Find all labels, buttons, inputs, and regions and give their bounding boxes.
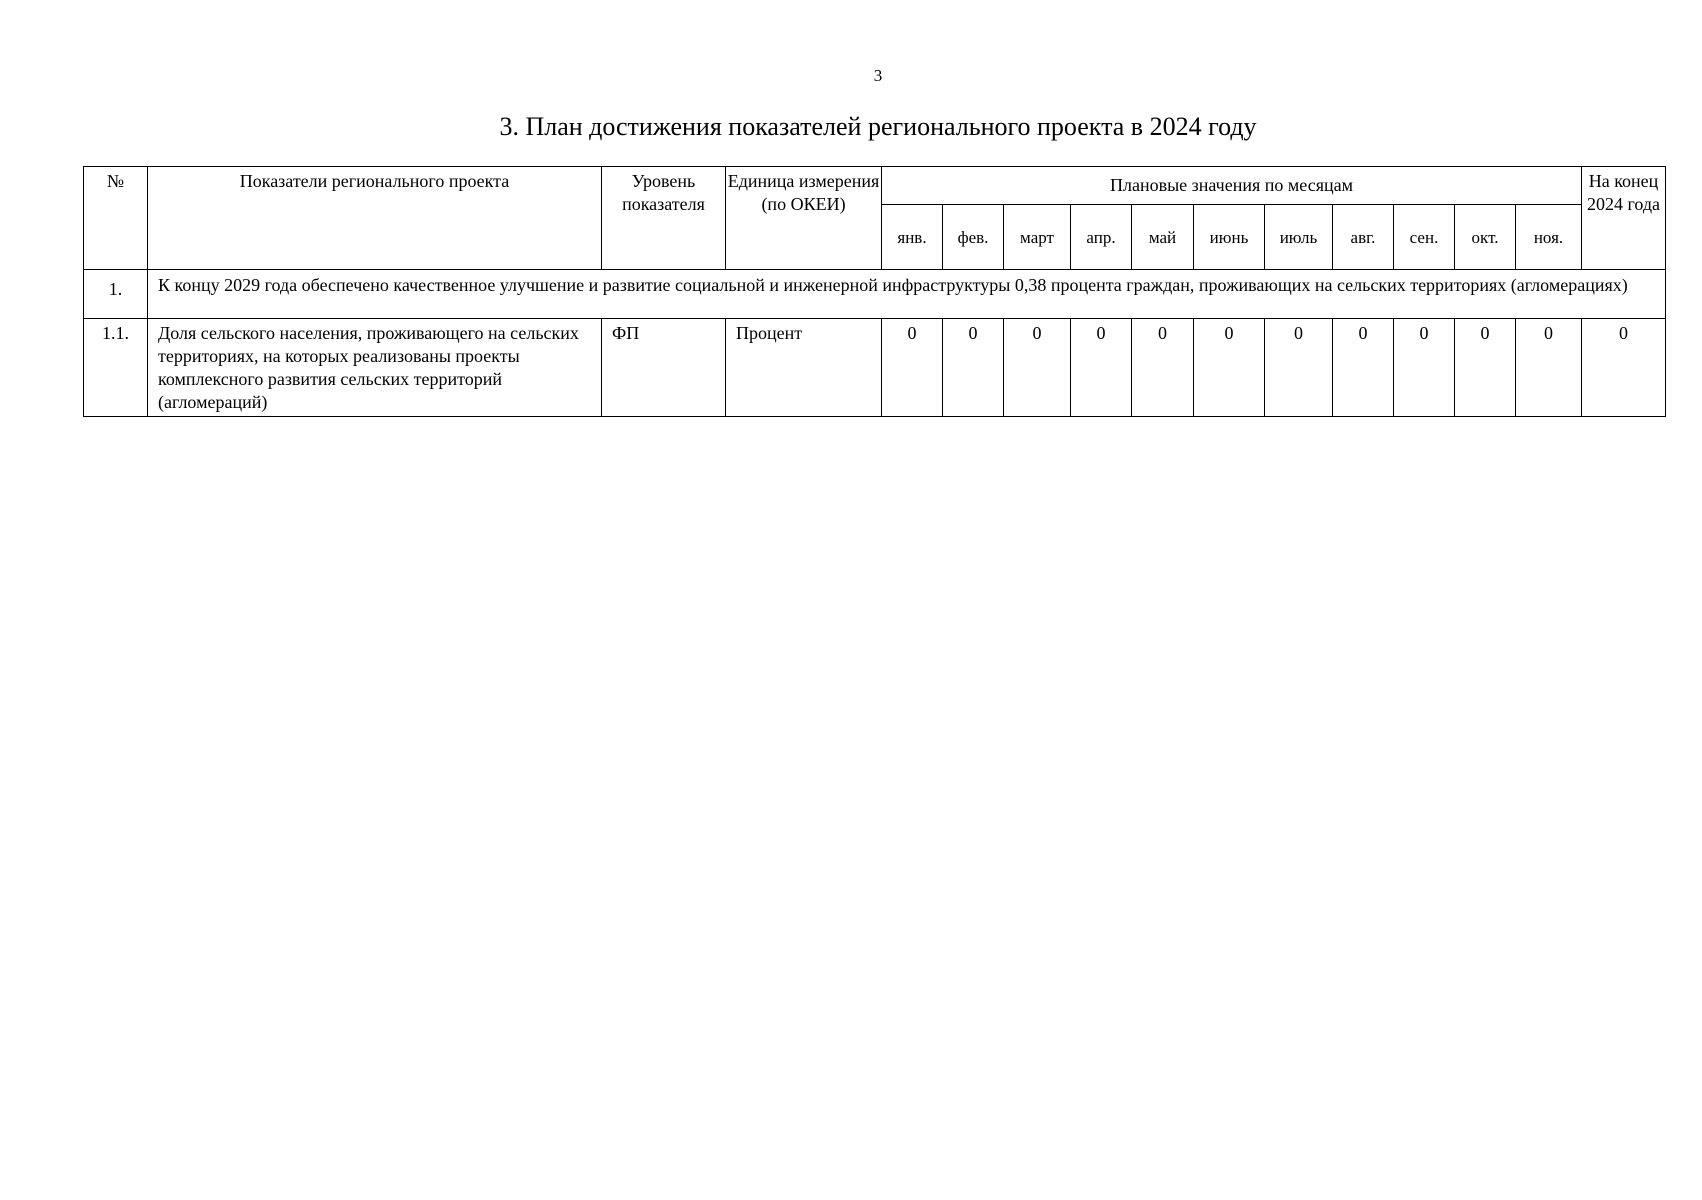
month-value: 0 <box>1071 319 1132 417</box>
header-indicator: Показатели регионального проекта <box>148 167 602 270</box>
month-value: 0 <box>1194 319 1265 417</box>
page-number: 3 <box>873 66 883 85</box>
header-month: июнь <box>1194 205 1265 270</box>
month-value: 0 <box>943 319 1004 417</box>
indicator-name: Доля сельского населения, проживающего на сельских территориях, на которых реализованы проекты комплексного развития сельских территорий (агломераций) <box>148 319 602 417</box>
header-month: ноя. <box>1516 205 1582 270</box>
header-month: окт. <box>1455 205 1516 270</box>
header-month: фев. <box>943 205 1004 270</box>
month-value: 0 <box>1004 319 1071 417</box>
header-year-end: На конец 2024 года <box>1582 167 1666 270</box>
header-month: авг. <box>1333 205 1394 270</box>
month-value: 0 <box>1265 319 1333 417</box>
header-monthly-group: Плановые значения по месяцам <box>882 167 1582 205</box>
header-num: № <box>84 167 148 270</box>
goal-num: 1. <box>84 270 148 319</box>
year-end-value: 0 <box>1582 319 1666 417</box>
header-month: март <box>1004 205 1071 270</box>
month-value: 0 <box>1333 319 1394 417</box>
header-row-top <box>84 167 1666 205</box>
page-title: 3. План достижения показателей регионального проекта в 2024 году <box>499 112 1257 141</box>
indicator-num: 1.1. <box>84 319 148 417</box>
goal-text: К концу 2029 года обеспечено качественное улучшение и развитие социальной и инженерной инфраструктуры 0,38 процента граждан, проживающих на сельских территориях (агломерациях) <box>148 270 1666 319</box>
month-value: 0 <box>882 319 943 417</box>
header-month: апр. <box>1071 205 1132 270</box>
header-month: июль <box>1265 205 1333 270</box>
indicator-level: ФП <box>602 319 726 417</box>
header-month: сен. <box>1394 205 1455 270</box>
plan-table <box>83 166 1666 417</box>
header-month: янв. <box>882 205 943 270</box>
table-row-indicator <box>84 319 1666 417</box>
indicator-unit: Процент <box>726 319 882 417</box>
header-unit: Единица измерения (по ОКЕИ) <box>726 167 882 270</box>
header-month: май <box>1132 205 1194 270</box>
month-value: 0 <box>1455 319 1516 417</box>
month-value: 0 <box>1132 319 1194 417</box>
month-value: 0 <box>1516 319 1582 417</box>
table-row-goal <box>84 270 1666 319</box>
month-value: 0 <box>1394 319 1455 417</box>
header-level: Уровень показателя <box>602 167 726 270</box>
